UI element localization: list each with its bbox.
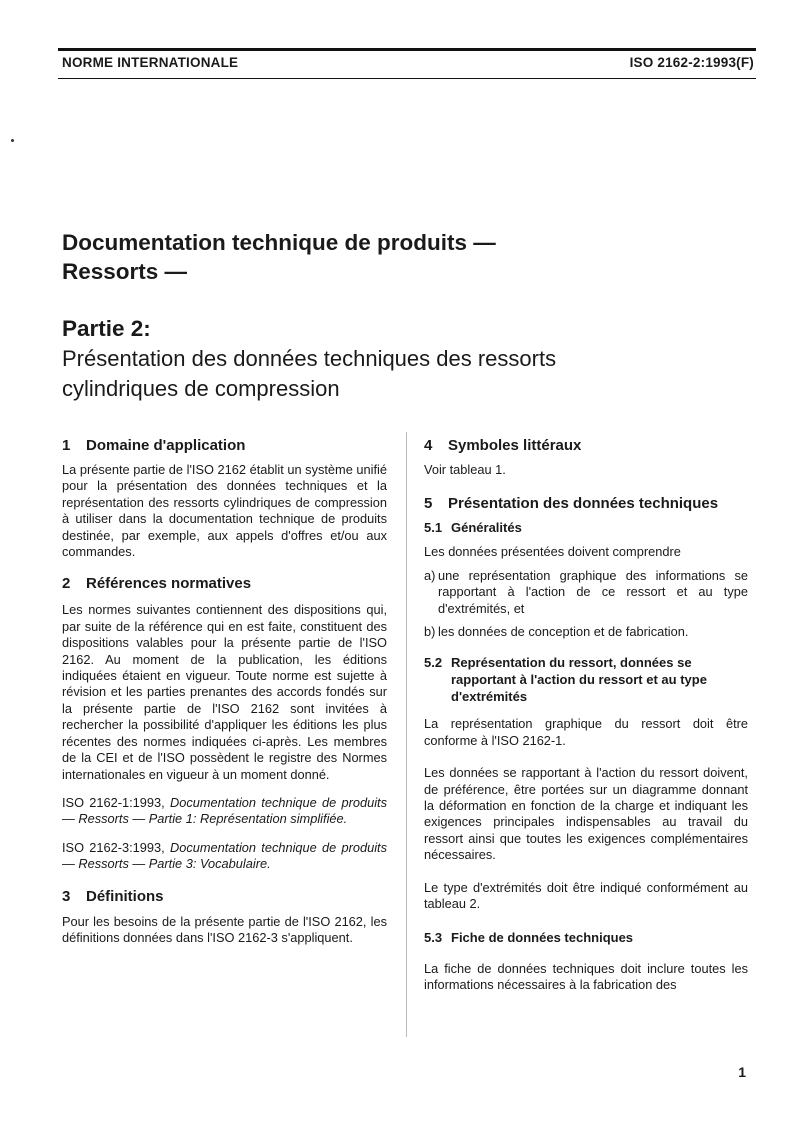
- page-number: 1: [738, 1064, 746, 1080]
- reference-iso-2162-1: [62, 795, 387, 828]
- section-5-title: Présentation des données techniques: [448, 495, 719, 513]
- right-column: [424, 436, 748, 993]
- list-item-a: [424, 568, 748, 617]
- section-5-1-title: Généralités: [451, 520, 522, 536]
- subtitle-line-1: Présentation des données techniques des ressorts: [62, 346, 557, 371]
- section-3-number: 3: [62, 887, 71, 905]
- part-label: Partie 2:: [62, 316, 151, 341]
- scan-speck: [11, 139, 14, 142]
- document-title: [62, 228, 496, 286]
- column-divider: [406, 432, 407, 1037]
- section-5-1-intro: Les données présentées doivent comprendre: [424, 544, 681, 560]
- section-4-title: Symboles littéraux: [448, 437, 582, 454]
- list-item-a-text: une représentation graphique des informations se rapportant à l'action de ce ressort et au type d'extrémités, et: [438, 567, 748, 616]
- section-5-1-number: 5.1: [424, 520, 443, 536]
- section-5-2-heading: [424, 654, 748, 705]
- section-5-heading: [424, 494, 748, 513]
- section-5-2-para-3: Le type d'extrémités doit être indiqué conformément au tableau 2.: [424, 879, 748, 912]
- section-5-2-para-1: La représentation graphique du ressort doit être conforme à l'ISO 2162-1.: [424, 716, 748, 748]
- reference-1-code: ISO 2162-1:1993,: [62, 794, 165, 810]
- section-4-number: 4: [424, 437, 433, 454]
- list-item-b-marker: b): [424, 624, 436, 640]
- left-column: [62, 436, 387, 946]
- section-3-heading: [62, 887, 387, 906]
- reference-2-code: ISO 2162-3:1993,: [62, 839, 165, 855]
- subtitle-line-2: cylindriques de compression: [62, 376, 340, 401]
- header-rule-top: [58, 48, 756, 51]
- header-rule-bottom: [58, 78, 756, 79]
- section-1-heading: [62, 436, 387, 455]
- section-5-3-title: Fiche de données techniques: [451, 929, 634, 945]
- reference-1-title: Documentation technique de produits — Ressorts — Partie 1: Représentation simplifiée.: [62, 794, 388, 827]
- section-5-2-para-2: Les données se rapportant à l'action du ressort doivent, de préférence, être portées sur un diagramme donnant la déformation en fonction de la charge et indiquant les exigences principales indispensables au travail du ressort ainsi que toutes les exigences complémentaires nécessaires.: [424, 765, 748, 863]
- list-item-b: [424, 624, 748, 640]
- section-5-3-number: 5.3: [424, 929, 443, 945]
- section-5-2-title: Représentation du ressort, données se rapportant à l'action du ressort et au type d'extrémités: [451, 655, 707, 705]
- header-standard-type: NORME INTERNATIONALE: [62, 55, 239, 70]
- section-2-number: 2: [62, 575, 71, 593]
- list-item-b-text: les données de conception et de fabrication.: [438, 624, 689, 640]
- section-4-heading: [424, 436, 748, 455]
- list-item-a-marker: a): [424, 567, 436, 583]
- section-3-text: Pour les besoins de la présente partie de l'ISO 2162, les définitions données dans l'ISO 2162-3 s'appliquent.: [62, 913, 387, 945]
- section-1-number: 1: [62, 437, 71, 454]
- reference-2-title: Documentation technique de produits — Ressorts — Partie 3: Vocabulaire.: [62, 839, 388, 872]
- section-1-text: La présente partie de l'ISO 2162 établit un système unifié pour la présentation des données techniques et la représentation des ressorts cylindriques de compression à utiliser dans la documentation technique de produits destinée, par exemple, aux appels d'offres et/ou aux commandes.: [62, 462, 387, 560]
- section-5-3-heading: [424, 929, 748, 946]
- part-subtitle: [62, 344, 712, 404]
- section-2-text: Les normes suivantes contiennent des dispositions qui, par suite de la référence qui en est faite, constituent des dispositions valables pour la présente partie de l'ISO 2162. Au moment de la publication, les éditions indiquées étaient en vigueur. Toute norme est sujette à révision et les parties prenantes des accords fondés sur la présente partie de l'ISO 2162 sont invitées à rechercher la possibilité d'appliquer les éditions les plus récentes des normes indiquées ci-après. Les membres de la CEI et de l'ISO possèdent le registre des Normes internationales en vigueur à un moment donné.: [62, 602, 387, 782]
- title-line-1: Documentation technique de produits —: [62, 230, 496, 255]
- section-5-2-number: 5.2: [424, 655, 443, 671]
- header-standard-number: ISO 2162-2:1993(F): [629, 55, 754, 70]
- reference-iso-2162-3: [62, 840, 387, 873]
- section-2-heading: [62, 574, 387, 593]
- section-3-title: Définitions: [86, 887, 164, 905]
- section-5-3-text: La fiche de données techniques doit inclure toutes les informations nécessaires à la fabrication des: [424, 960, 748, 992]
- section-4-text: Voir tableau 1.: [424, 462, 506, 477]
- title-line-2: Ressorts —: [62, 259, 188, 284]
- section-5-1-heading: [424, 519, 748, 536]
- section-2-title: Références normatives: [86, 575, 252, 593]
- section-1-title: Domaine d'application: [86, 437, 246, 454]
- section-5-number: 5: [424, 495, 433, 513]
